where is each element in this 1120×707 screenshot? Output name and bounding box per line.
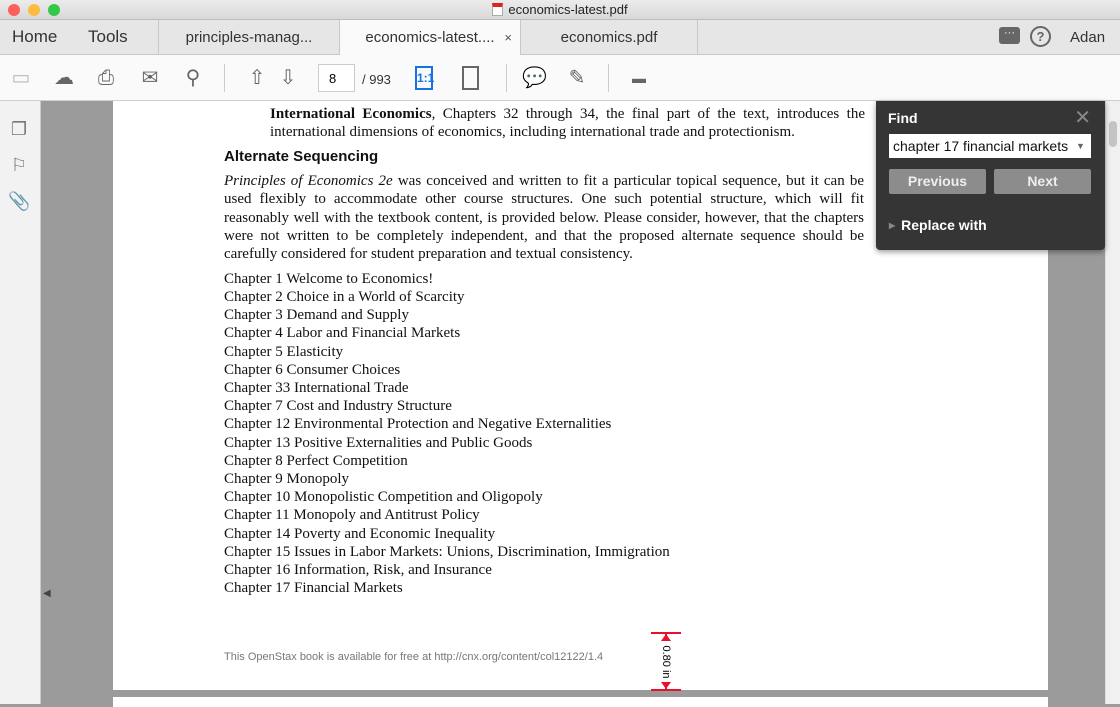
- intro-text: , Chapters 32 through 34, the final part of the text, introduces the international dimensions of economics, including international trade and protectionism.: [270, 106, 865, 141]
- print-icon[interactable]: ⎙: [98, 67, 114, 89]
- tab-economics[interactable]: [520, 20, 698, 55]
- page-total: / 993: [362, 72, 391, 87]
- title-bar: [0, 0, 1120, 20]
- toolbar: [0, 55, 1120, 101]
- paragraph-text: was conceived and written to fit a particular topical sequence, but it can be used flexibly to accommodate other course structures. One such potential structure, which will fit reasonably well with the textbook content, is provided below. Please consider, however, that the chapters were not written to be completely independent, and that the proposed alternate sequence should be carefully considered for student preparation and textual consistency.: [224, 172, 864, 263]
- zoom-window-button[interactable]: [48, 4, 60, 16]
- close-window-button[interactable]: [8, 4, 20, 16]
- intro-bold: International Economics: [270, 106, 432, 122]
- tab-label: economics.pdf: [560, 29, 658, 46]
- fit-page-icon[interactable]: [462, 66, 479, 90]
- divider: [608, 64, 609, 92]
- tools-link[interactable]: Tools: [88, 27, 128, 46]
- user-name[interactable]: Adan: [1070, 29, 1106, 46]
- chapter-item: Chapter 11 Monopoly and Antitrust Policy: [224, 507, 480, 524]
- pdf-file-icon: [492, 3, 503, 16]
- chapter-item: Chapter 6 Consumer Choices: [224, 361, 401, 378]
- measurement-annotation: [650, 632, 682, 692]
- tab-economics-latest[interactable]: [339, 20, 520, 56]
- tab-principles[interactable]: [158, 20, 339, 55]
- divider: [506, 64, 507, 92]
- window-title: economics-latest.pdf: [508, 2, 628, 17]
- chapter-item: Chapter 12 Environmental Protection and Negative Externalities: [224, 416, 612, 433]
- minimize-window-button[interactable]: [28, 4, 40, 16]
- save-icon[interactable]: ▭: [11, 67, 31, 89]
- chapter-item: Chapter 14 Poverty and Economic Inequality: [224, 525, 496, 542]
- tab-label: principles-manag...: [185, 29, 313, 46]
- chevron-down-icon[interactable]: ▼: [1076, 141, 1085, 151]
- chapter-list: [224, 270, 874, 598]
- vertical-scrollbar[interactable]: [1105, 101, 1120, 704]
- page-footer: This OpenStax book is available for free at http://cnx.org/content/col12122/1.4: [224, 651, 604, 663]
- chapter-item: Chapter 5 Elasticity: [224, 343, 344, 360]
- chapter-item: Chapter 13 Positive Externalities and Public Goods: [224, 434, 533, 451]
- chapter-item: Chapter 16 Information, Risk, and Insurance: [224, 562, 492, 579]
- left-sidebar: [0, 101, 41, 704]
- replace-label: Replace with: [901, 217, 987, 233]
- actual-size-icon[interactable]: 1:1: [415, 66, 433, 90]
- chapter-item: Chapter 15 Issues in Labor Markets: Unions, Discrimination, Immigration: [224, 543, 670, 560]
- replace-with-toggle[interactable]: [889, 217, 987, 233]
- previous-button[interactable]: Previous: [889, 169, 986, 194]
- cloud-upload-icon[interactable]: ☁: [54, 67, 74, 89]
- home-link[interactable]: Home: [12, 27, 58, 46]
- previous-page-icon[interactable]: ⇧: [248, 67, 266, 89]
- comment-icon[interactable]: 💬: [522, 67, 547, 89]
- find-title: Find: [888, 110, 918, 126]
- page-content: [224, 105, 874, 598]
- section-heading: Alternate Sequencing: [224, 147, 379, 165]
- tab-label: economics-latest....: [365, 29, 495, 46]
- scrollbar-thumb[interactable]: [1109, 121, 1117, 147]
- intro-paragraph: [270, 105, 865, 142]
- highlight-pen-icon[interactable]: ✎: [568, 67, 586, 89]
- chapter-item: Chapter 10 Monopolistic Competition and Oligopoly: [224, 489, 543, 506]
- chapter-item: Chapter 2 Choice in a World of Scarcity: [224, 289, 465, 306]
- page-thumbnails-icon[interactable]: ❐: [10, 119, 28, 139]
- close-icon[interactable]: ✕: [1074, 107, 1091, 129]
- next-pdf-page: [113, 697, 1048, 707]
- chapter-item: Chapter 4 Labor and Financial Markets: [224, 325, 461, 342]
- find-panel: [876, 101, 1105, 250]
- chapter-item: Chapter 3 Demand and Supply: [224, 307, 409, 324]
- comment-feedback-icon[interactable]: ···: [999, 27, 1020, 44]
- ruler-icon[interactable]: ▬: [632, 70, 646, 86]
- sequencing-paragraph: [224, 172, 864, 264]
- help-icon[interactable]: ?: [1030, 26, 1051, 47]
- chapter-item: Chapter 33 International Trade: [224, 380, 409, 397]
- tab-bar: [0, 20, 1120, 55]
- chapter-item: Chapter 1 Welcome to Economics!: [224, 270, 434, 287]
- chapter-item: Chapter 8 Perfect Competition: [224, 452, 408, 469]
- chapter-item: Chapter 7 Cost and Industry Structure: [224, 398, 452, 415]
- next-page-icon[interactable]: ⇩: [279, 67, 297, 89]
- page-number-input[interactable]: 8: [318, 64, 355, 92]
- measurement-label: 0.80 in: [660, 645, 673, 679]
- divider: [224, 64, 225, 92]
- email-icon[interactable]: ✉: [141, 67, 159, 89]
- next-button[interactable]: Next: [994, 169, 1091, 194]
- tab-close-icon[interactable]: ×: [504, 30, 512, 45]
- search-icon[interactable]: ⚲: [185, 67, 201, 89]
- chapter-item: Chapter 17 Financial Markets: [224, 580, 403, 597]
- collapse-panel-arrow-icon[interactable]: ◀: [43, 588, 51, 599]
- attachment-icon[interactable]: 📎: [8, 191, 31, 211]
- disclosure-triangle-icon: ▶: [889, 221, 896, 230]
- find-input[interactable]: [889, 134, 1091, 158]
- bookmark-icon[interactable]: ⚐: [10, 155, 28, 175]
- book-title: Principles of Economics 2e: [224, 172, 393, 189]
- chapter-item: Chapter 9 Monopoly: [224, 471, 349, 488]
